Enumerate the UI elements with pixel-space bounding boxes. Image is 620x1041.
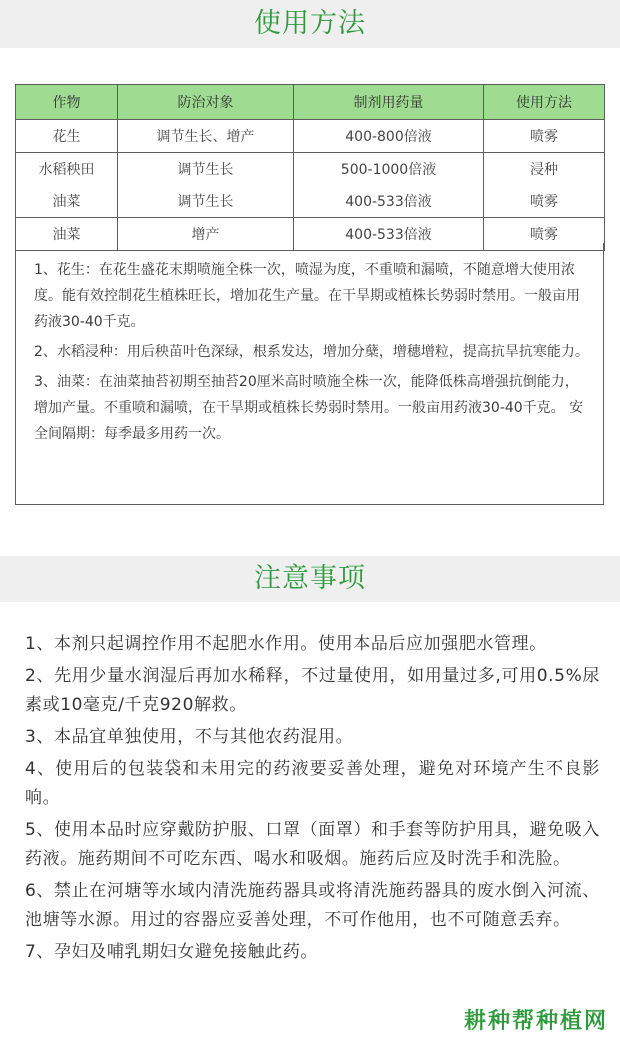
cell-target: 增产 — [118, 218, 294, 251]
table-row — [16, 153, 605, 186]
caution-item: 3、本品宜单独使用，不与其他农药混用。 — [25, 727, 354, 747]
caution-section-title: 注意事项 — [0, 556, 620, 602]
cell-method: 喷雾 — [484, 120, 605, 153]
cell-target: 调节生长 — [118, 153, 294, 186]
caution-item: 1、本剂只起调控作用不起肥水作用。使用本品后应加强肥水管理。 — [25, 634, 547, 654]
usage-note-rapeseed: 3、油菜：在油菜抽苔初期至抽苔20厘米高时喷施全株一次，能降低株高增强抗倒能力，增加产量。不重喷和漏喷，在干旱期或植株长势弱时禁用。一般亩用药液30-40千克。 安全间隔期：每季最多用药一次。 — [34, 374, 584, 442]
caution-list — [25, 630, 600, 970]
table-row — [16, 120, 605, 153]
cell-dosage: 500-1000倍液 — [294, 153, 484, 186]
usage-section-title: 使用方法 — [0, 0, 620, 48]
caution-item: 6、禁止在河塘等水域内清洗施药器具或将清洗施药器具的废水倒入河流、池塘等水源。用过的容器应妥善处理，不可作他用，也不可随意丢弃。 — [25, 881, 600, 930]
table-row — [16, 185, 605, 218]
cell-method: 浸种 — [484, 153, 605, 186]
usage-table — [15, 84, 605, 251]
caution-item: 2、先用少量水润湿后再加水稀释，不过量使用，如用量过多,可用0.5%尿素或10毫克/千克920解救。 — [25, 666, 600, 715]
column-header-target: 防治对象 — [118, 85, 294, 120]
column-header-method: 使用方法 — [484, 85, 605, 120]
caution-item: 4、使用后的包装袋和未用完的药液要妥善处理，避免对环境产生不良影响。 — [25, 759, 600, 808]
usage-note-rice: 2、水稻浸种：用后秧苗叶色深绿，根系发达，增加分蘖，增穗增粒，提高抗旱抗寒能力。 — [34, 344, 589, 360]
usage-table-container — [15, 84, 604, 251]
cell-target: 调节生长 — [118, 185, 294, 218]
cell-method: 喷雾 — [484, 185, 605, 218]
caution-item: 7、孕妇及哺乳期妇女避免接触此药。 — [25, 942, 319, 962]
usage-note-peanut: 1、花生：在花生盛花末期喷施全株一次，喷湿为度，不重喷和漏喷，不随意增大使用浓度。能有效控制花生植株旺长，增加花生产量。在干旱期或植株长势弱时禁用。一般亩用药液30-40千克。 — [34, 262, 580, 330]
cell-crop: 花生 — [16, 120, 118, 153]
cell-crop: 水稻秧田 — [16, 153, 118, 186]
cell-target: 调节生长、增产 — [118, 120, 294, 153]
cell-dosage: 400-800倍液 — [294, 120, 484, 153]
column-header-crop: 作物 — [16, 85, 118, 120]
cell-crop: 油菜 — [16, 218, 118, 251]
usage-notes-box — [15, 243, 604, 505]
cell-method: 喷雾 — [484, 218, 605, 251]
site-watermark: 耕种帮种植网 — [463, 1009, 608, 1034]
caution-item: 5、使用本品时应穿戴防护服、口罩（面罩）和手套等防护用具，避免吸入药液。施药期间不可吃东西、喝水和吸烟。施药后应及时洗手和洗脸。 — [25, 820, 600, 869]
cell-dosage: 400-533倍液 — [294, 185, 484, 218]
cell-dosage: 400-533倍液 — [294, 218, 484, 251]
cell-crop: 油菜 — [16, 185, 118, 218]
column-header-dosage: 制剂用药量 — [294, 85, 484, 120]
table-header-row — [16, 85, 605, 120]
